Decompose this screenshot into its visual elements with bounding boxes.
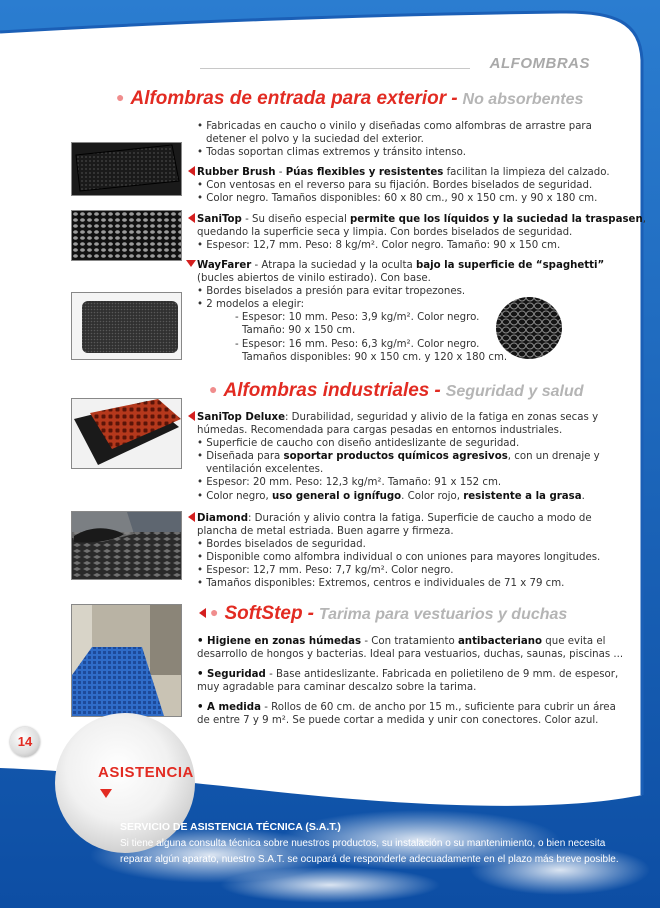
bullet-dot-icon: ●	[210, 604, 219, 620]
text-span: • Diseñada para	[197, 451, 284, 463]
arrow-down-icon	[100, 789, 112, 798]
text-line: • Superficie de caucho con diseño antideslizante de seguridad.	[197, 438, 520, 450]
asistencia-heading: ASISTENCIA	[98, 764, 194, 781]
text-line: ventilación excelentes.	[206, 464, 324, 476]
heading-title: Alfombras industriales	[223, 380, 430, 401]
text-span: : Duración y alivio contra la fatiga. Superficie de caucho a modo de	[247, 513, 592, 524]
section-heading-industrial	[209, 380, 584, 402]
sanitop-deluxe-text	[197, 411, 600, 503]
text-span: - Rollos de 60 cm. de ancho por 15 m., suficiente para cubrir un área	[260, 702, 616, 714]
softstep-image	[71, 604, 182, 717]
arrow-left-icon	[188, 166, 195, 176]
text-line: muy agradable para caminar descalzo sobre la tarima.	[197, 682, 477, 694]
text-bold: bajo la superficie de “spaghetti”	[415, 260, 605, 271]
page-number: 14	[10, 727, 40, 757]
text-bold: • A medida	[197, 702, 261, 714]
section-tag: ALFOMBRAS	[489, 55, 590, 72]
text-line: desarrollo de hongos y bacterias. Ideal para vestuarios, duchas, saunas, piscinas ...	[197, 649, 624, 661]
text-line: húmedas. Recomendada para cargas pesadas en entornos industriales.	[197, 425, 563, 437]
text-line: • Con ventosas en el reverso para su fijación. Bordes biselados de seguridad.	[197, 180, 593, 192]
product-name: WayFarer	[197, 260, 252, 271]
sanitop-image	[71, 210, 182, 261]
text-span: - Su diseño especial	[241, 214, 351, 225]
text-line: quedando la superficie seca y limpia. Con bordes biselados de seguridad.	[197, 227, 573, 239]
heading-title: SoftStep	[224, 603, 303, 624]
sanitop-text	[197, 213, 646, 252]
spaghetti-detail-image	[494, 294, 564, 362]
text-line: • Espesor: 12,7 mm. Peso: 7,7 kg/m². Color negro.	[197, 565, 454, 577]
text-span: , con un drenaje y	[507, 451, 600, 463]
text-bold: soportar productos químicos agresivos	[283, 451, 508, 463]
text-line: • Bordes biselados de seguridad.	[197, 539, 366, 551]
text-line: reparar algún aparato, nuestro S.A.T. se ocupará de responderle adecuadamente en el plazo más breve posible.	[120, 854, 619, 865]
arrow-left-icon	[199, 608, 206, 618]
intro-text	[197, 120, 592, 159]
text-span: - Base antideslizante. Fabricada en polietileno de 9 mm. de espesor,	[265, 669, 619, 681]
text-bold: • Seguridad	[197, 669, 266, 681]
heading-separator: -	[307, 603, 314, 624]
sat-title: SERVICIO DE ASISTENCIA TÉCNICA (S.A.T.)	[120, 821, 341, 833]
text-span: que evita el	[542, 636, 606, 647]
product-name: SaniTop Deluxe	[197, 412, 285, 423]
header-rule	[200, 68, 470, 69]
text-span: . Color rojo,	[401, 490, 464, 502]
rubber-brush-image	[71, 142, 182, 196]
text-line: • Todas soportan climas extremos y tránsito intenso.	[197, 147, 466, 159]
sat-text	[120, 836, 619, 868]
heading-subtitle: No absorbentes	[462, 91, 584, 108]
arrow-left-icon	[188, 411, 195, 421]
heading-subtitle: Seguridad y salud	[445, 383, 584, 400]
text-line: • Bordes biselados a presión para evitar tropezones.	[197, 286, 466, 298]
text-span: - Con tratamiento	[361, 636, 458, 647]
text-line: Tamaño: 90 x 150 cm.	[242, 325, 356, 337]
text-dash: -	[275, 167, 286, 178]
text-line: Tamaños disponibles: 90 x 150 cm. y 120 x 180 cm.	[242, 351, 508, 363]
text-line: • Espesor: 12,7 mm. Peso: 8 kg/m². Color negro. Tamaño: 90 x 150 cm.	[197, 240, 561, 252]
text-span: .	[581, 490, 585, 502]
text-line: - Espesor: 10 mm. Peso: 3,9 kg/m². Color negro.	[235, 312, 480, 324]
arrow-left-icon	[188, 213, 195, 223]
text-line: • Fabricadas en caucho o vinilo y diseñadas como alfombras de arrastre para	[197, 121, 592, 132]
section-heading-softstep	[199, 603, 567, 625]
product-name: Diamond	[197, 513, 248, 524]
heading-separator: -	[451, 88, 458, 109]
arrow-down-icon	[186, 260, 196, 267]
text-span: facilitan la limpieza del calzado.	[443, 167, 610, 178]
rubber-brush-text	[197, 166, 610, 205]
text-bold: Púas flexibles y resistentes	[285, 167, 444, 178]
text-line: de entre 7 y 9 m². Se puede cortar a medida y unir con conectores. Color azul.	[197, 715, 599, 727]
arrow-left-icon	[188, 512, 195, 522]
product-name: SaniTop	[197, 214, 242, 225]
bullet-dot-icon: ●	[209, 381, 218, 397]
wayfarer-image	[71, 292, 182, 360]
text-span: - Atrapa la suciedad y la oculta	[251, 260, 416, 271]
text-line: • Espesor: 20 mm. Peso: 12,3 kg/m². Tamaño: 91 x 152 cm.	[197, 477, 502, 489]
diamond-image	[71, 511, 182, 580]
text-line: • Tamaños disponibles: Extremos, centros e individuales de 71 x 79 cm.	[197, 578, 565, 590]
text-line: • Color negro. Tamaños disponibles: 60 x 80 cm., 90 x 150 cm. y 90 x 180 cm.	[197, 193, 598, 205]
heading-separator: -	[434, 380, 441, 401]
text-span: • Color negro,	[197, 490, 272, 502]
diamond-text	[197, 512, 600, 591]
product-name: Rubber Brush	[197, 167, 276, 178]
text-bold: uso general o ignífugo	[271, 490, 402, 502]
text-line: Si tiene alguna consulta técnica sobre nuestros productos, su instalación o su mantenimiento, o bien necesita	[120, 838, 606, 849]
text-bold: resistente a la grasa	[463, 490, 582, 502]
text-line: (bucles abiertos de vinilo estirado). Con base.	[197, 273, 431, 285]
heading-subtitle: Tarima para vestuarios y duchas	[318, 606, 568, 623]
softstep-text	[197, 635, 623, 728]
section-heading-exterior	[116, 88, 583, 110]
bullet-dot-icon: ●	[116, 89, 125, 105]
text-bold: • Higiene en zonas húmedas	[197, 636, 362, 647]
text-span: : Durabilidad, seguridad y alivio de la fatiga en zonas secas y	[284, 412, 599, 423]
text-bold: permite que los líquidos y la suciedad la traspasen	[350, 214, 643, 225]
heading-title: Alfombras de entrada para exterior	[130, 88, 447, 109]
text-line: • 2 modelos a elegir:	[197, 299, 305, 311]
text-span: ,	[642, 214, 646, 225]
sanitop-deluxe-image	[71, 398, 182, 469]
text-line: • Disponible como alfombra individual o con uniones para mayores longitudes.	[197, 552, 601, 564]
text-line: - Espesor: 16 mm. Peso: 6,3 kg/m². Color negro.	[235, 338, 480, 350]
text-bold: antibacteriano	[457, 636, 543, 647]
text-line: detener el polvo y la suciedad del exterior.	[206, 134, 424, 146]
text-line: plancha de metal estriada. Buen agarre y firmeza.	[197, 526, 454, 538]
